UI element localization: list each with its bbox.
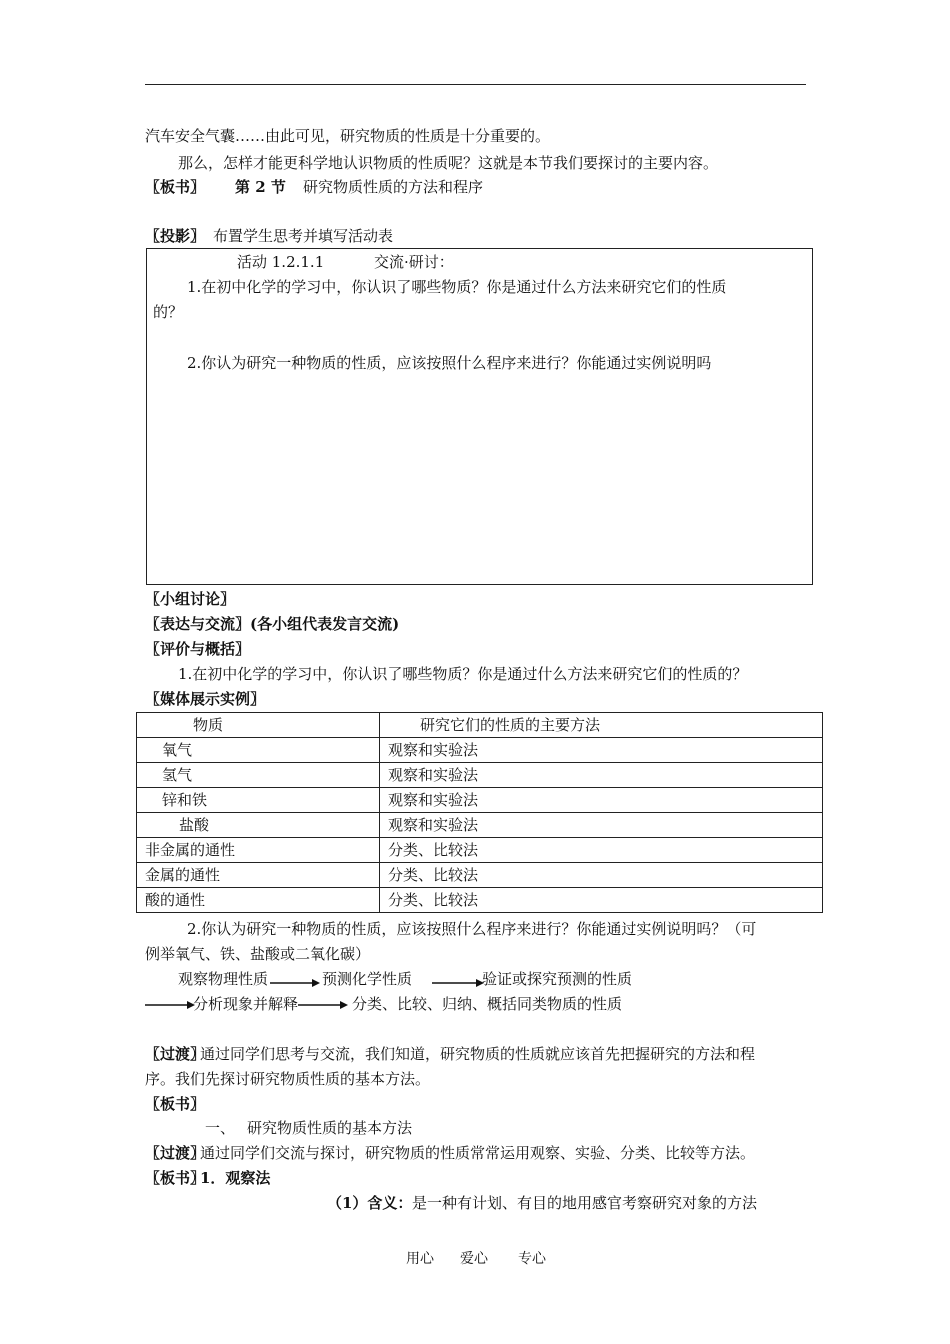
methods-table <box>136 712 823 913</box>
transition-tag-2: 〖过渡〗 <box>145 1144 206 1162</box>
table-row <box>137 888 823 913</box>
table-cell-method: 观察和实验法 <box>380 788 823 813</box>
board-tag-2: 〖板书〗 <box>145 1095 206 1113</box>
flow-arrow-4 <box>298 1000 348 1010</box>
transition-tag-1: 〖过渡〗 <box>145 1045 206 1063</box>
table-header-method: 研究它们的性质的主要方法 <box>380 713 823 738</box>
activity-q1-line-2: 的？ <box>153 303 184 321</box>
heading-eval: 〖评价与概括〗 <box>145 640 251 658</box>
footer-text-3: 专心 <box>518 1251 546 1267</box>
table-cell-method: 分类、比较法 <box>380 863 823 888</box>
flow-step-verify: 验证或探究预测的性质 <box>482 970 633 988</box>
board-tag-1: 〖板书〗 <box>145 178 206 196</box>
projection-tag: 〖投影〗 <box>145 227 206 245</box>
activity-id: 活动 1.2.1.1 <box>237 253 325 271</box>
footer-text-2: 爱心 <box>460 1251 488 1267</box>
table-cell-method: 观察和实验法 <box>380 813 823 838</box>
definition-text: 是一种有计划、有目的地用感官考察研究对象的方法 <box>412 1194 758 1212</box>
table-header-row <box>137 713 823 738</box>
table-row <box>137 838 823 863</box>
activity-box <box>146 248 813 585</box>
table-row <box>137 788 823 813</box>
table-row <box>137 863 823 888</box>
table-cell-method: 分类、比较法 <box>380 888 823 913</box>
eval-question-2-line-2: 例举氧气、铁、盐酸或二氧化碳） <box>145 945 371 963</box>
section-title: 研究物质性质的方法和程序 <box>303 178 484 196</box>
flow-step-classify: 分类、比较、归纳、概括同类物质的性质 <box>352 995 623 1013</box>
board-2-title: 研究物质性质的基本方法 <box>247 1119 413 1137</box>
flow-arrow-1 <box>270 978 320 988</box>
table-cell-substance: 氧气 <box>137 738 380 763</box>
activity-q2: 2.你认为研究一种物质的性质，应该按照什么程序来进行？你能通过实例说明吗 <box>187 354 712 372</box>
table-cell-method: 观察和实验法 <box>380 763 823 788</box>
header-rule <box>145 84 806 85</box>
intro-line-1: 汽车安全气囊……由此可见，研究物质的性质是十分重要的。 <box>145 127 551 145</box>
table-cell-substance: 锌和铁 <box>137 788 380 813</box>
board-2-number: 一、 <box>205 1119 236 1137</box>
transition-1-line-2: 序。我们先探讨研究物质性质的基本方法。 <box>145 1070 431 1088</box>
activity-title: 交流·研讨： <box>374 253 454 271</box>
eval-question-1: 1.在初中化学的学习中，你认识了哪些物质？你是通过什么方法来研究它们的性质的？ <box>178 665 748 683</box>
heading-media: 〖媒体展示实例〗 <box>145 690 266 708</box>
heading-group-discussion: 〖小组讨论〗 <box>145 590 236 608</box>
table-cell-substance: 氢气 <box>137 763 380 788</box>
flow-step-observe: 观察物理性质 <box>178 970 269 988</box>
heading-express: 〖表达与交流〗(各小组代表发言交流) <box>145 615 400 633</box>
flow-step-analyze: 分析现象并解释 <box>193 995 299 1013</box>
table-cell-substance: 非金属的通性 <box>137 838 380 863</box>
board-3-title: 1．观察法 <box>200 1169 271 1187</box>
transition-1-line-1: 通过同学们思考与交流，我们知道，研究物质的性质就应该首先把握研究的方法和程 <box>200 1045 756 1063</box>
table-cell-method: 分类、比较法 <box>380 838 823 863</box>
board-tag-3: 〖板书〗 <box>145 1169 206 1187</box>
table-row <box>137 738 823 763</box>
table-cell-substance: 酸的通性 <box>137 888 380 913</box>
table-row <box>137 813 823 838</box>
flow-step-predict: 预测化学性质 <box>322 970 413 988</box>
footer-text-1: 用心 <box>406 1251 434 1267</box>
eval-question-2-line-1: 2.你认为研究一种物质的性质，应该按照什么程序来进行？你能通过实例说明吗？（可 <box>187 920 757 938</box>
table-cell-substance: 盐酸 <box>137 813 380 838</box>
table-header-substance: 物质 <box>137 713 380 738</box>
intro-line-2: 那么，怎样才能更科学地认识物质的性质呢？这就是本节我们要探讨的主要内容。 <box>178 154 719 172</box>
section-number: 第 2 节 <box>235 178 286 196</box>
flow-arrow-3 <box>145 1000 195 1010</box>
table-cell-method: 观察和实验法 <box>380 738 823 763</box>
projection-text: 布置学生思考并填写活动表 <box>213 227 394 245</box>
transition-2-text: 通过同学们交流与探讨，研究物质的性质常常运用观察、实验、分类、比较等方法。 <box>200 1144 756 1162</box>
activity-q1-line-1: 1.在初中化学的学习中，你认识了哪些物质？你是通过什么方法来研究它们的性质 <box>187 278 727 296</box>
table-row <box>137 763 823 788</box>
flow-arrow-2 <box>432 978 484 988</box>
table-cell-substance: 金属的通性 <box>137 863 380 888</box>
definition-label: （1）含义： <box>327 1194 413 1212</box>
